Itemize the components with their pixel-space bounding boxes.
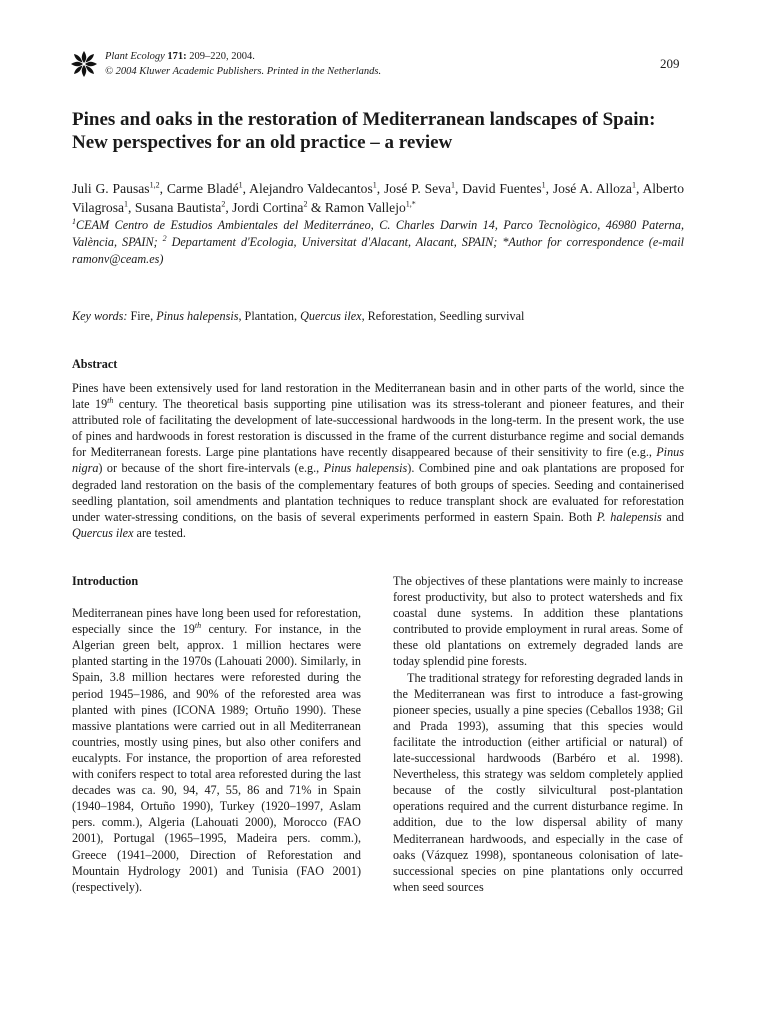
- affiliation-marker: 1: [631, 180, 636, 190]
- paragraph-superscript: th: [194, 621, 202, 631]
- abstract-species: Pinus halepensis: [323, 461, 408, 476]
- affiliation-marker: 2: [303, 199, 308, 209]
- journal-pages: 209–220, 2004.: [189, 51, 255, 62]
- abstract-run: are tested.: [133, 525, 186, 540]
- author-name: , Jordi Cortina: [225, 200, 304, 215]
- body-column-left: [72, 573, 361, 895]
- journal-volume: 171:: [167, 51, 187, 62]
- journal-citation: [105, 49, 381, 79]
- article-title: [72, 108, 712, 154]
- paragraph-run: century. For instance, in the Algerian green belt, approx. 1 million hectares were planted starting in the 1970s (Lahouati 2000). Similarly, in Spain, 3.8 million hectares were reforested during the period 1945–1986, and 90% of the reforested area was planted with pines (ICONA 1989; Ortuño 1990). These massive plantations were carried out in all Mediterranean countries, mostly using pines, but also other conifers and eucalypts. For instance, the proportion of area reforested with conifers respect to total area reforested during the last decades was ca. 90, 94, 47, 55, 86 and 71% in Spain (1940–1984, Ortuño 1990), Turkey (1920–1997, Aslam pers. comm.), Algeria (Lahouati 2000), Morocco (FAO 2001), Portugal (1965–1995, Madeira pers. comm.), Greece (1941–2000, Direction of Reforestation and Mountain Hydrology 2001) and Tunisia (FAO 2001) (respectively).: [72, 622, 361, 894]
- affiliation-marker: 2: [162, 233, 167, 243]
- affiliations: [72, 217, 684, 268]
- affiliation-marker: 1: [451, 180, 456, 190]
- author-name: , José P. Seva: [376, 181, 452, 196]
- affiliation-marker: 1,2: [149, 180, 160, 190]
- author-name: , Alberto Vilagrosa: [72, 181, 684, 215]
- keyword-text: , Plantation,: [238, 309, 301, 323]
- abstract-run: century. The theoretical basis supporting pine utilisation was its stress-tolerant and pioneer features, and their attributed role of facilitating the development of late-successional hardwoods in the long-term. In the present work, the use of pines and hardwoods in forest restoration is discussed in the frame of the current disturbance regime and social demands for Mediterranean forests. Large pine plantations have recently disappeared because of their sensitivity to fire (e.g.,: [72, 397, 684, 460]
- keyword-species: Quercus ilex: [300, 309, 362, 323]
- title-line-1: Pines and oaks in the restoration of Mediterranean landscapes of Spain:: [72, 109, 656, 130]
- keyword-species: Pinus halepensis: [156, 309, 239, 323]
- abstract-run: Pines have been extensively used for land restoration in the Mediterranean basin and in other parts of the world, since the late 19: [72, 381, 684, 412]
- author-name: Juli G. Pausas: [72, 181, 150, 196]
- keyword-text: , Reforestation, Seedling survival: [361, 309, 525, 323]
- abstract-species: P. halepensis: [596, 509, 662, 524]
- intro-paragraph-2: The objectives of these plantations were mainly to increase forest productivity, but also to protect watersheds and fix coastal dune systems. In addition these plantations contributed to provide employment in rural areas. Some of these old plantations on extremely degraded lands are today splendid pine forests.: [393, 574, 683, 669]
- page-number: 209: [660, 56, 680, 71]
- author-name: , Alejandro Valdecantos: [242, 181, 373, 196]
- author-name: & Ramon Vallejo: [307, 200, 406, 215]
- author-name: , Carme Bladé: [159, 181, 239, 196]
- keywords-label: Key words:: [72, 309, 128, 323]
- abstract-run: and: [661, 509, 684, 524]
- author-name: , Susana Bautista: [128, 200, 222, 215]
- introduction-heading: Introduction: [72, 574, 139, 588]
- affiliation-marker: 1: [372, 180, 377, 190]
- title-line-2: New perspectives for an old practice – a review: [72, 132, 453, 153]
- journal-name: Plant Ecology: [105, 51, 165, 62]
- paragraph-run: Mediterranean pines have long been used for reforestation, especially since the 19: [72, 606, 361, 637]
- intro-paragraph-3: The traditional strategy for reforesting degraded lands in the Mediterranean was first to introduce a fast-growing pioneer species, usually a pine species (Ceballos 1938; Gil and Prada 1993), assuming that this species would facilitate the introduction (either artificial or natural) of late-successional hardwoods (Barbéro et al. 1998). Nevertheless, this strategy was seldom completely applied because of the costly silvicultural post-plantation operations required and the current disturbance regime. In addition, due to the low dispersal ability of many Mediterranean hardwoods, and especially in the case of oaks (Vázquez 1998), spontaneous colonisation of late-successional species on pine plantations only occurred when seed sources: [393, 670, 683, 894]
- abstract-run: ) or because of the short fire-intervals (e.g.,: [98, 461, 324, 476]
- abstract-species: Pinus nigra: [72, 445, 684, 476]
- abstract-heading: Abstract: [72, 357, 118, 371]
- body-column-right: [393, 573, 683, 895]
- copyright-line: © 2004 Kluwer Academic Publishers. Printed in the Netherlands.: [105, 66, 382, 77]
- author-name: , David Fuentes: [455, 181, 542, 196]
- abstract-text: [72, 380, 684, 541]
- affiliation-marker: 1: [72, 216, 76, 226]
- affiliation-marker: 2: [221, 199, 226, 209]
- abstract-run: ). Combined pine and oak plantations are proposed for degraded land restoration on the basis of the complementary features of both groups of species. Seeding and containerised seedling plantation, soil amendments and plantation techniques to reduce transplant shock are evaluated for reforestation under water-stressing conditions, on the basis of several experiments performed in eastern Spain. Both: [72, 461, 684, 524]
- affiliation-text: CEAM Centro de Estudios Ambientales del Mediterráneo, C. Charles Darwin 14, Parco Tecnològico, 46980 Paterna, València, SPAIN;: [72, 218, 684, 249]
- author-name: , José A. Alloza: [545, 181, 632, 196]
- affiliation-marker: 1,*: [405, 199, 416, 209]
- affiliation-marker: 1: [238, 180, 243, 190]
- publisher-logo-icon: [70, 50, 98, 78]
- affiliation-marker: 1: [541, 180, 546, 190]
- keyword-text: Fire,: [127, 309, 157, 323]
- affiliation-marker: 1: [124, 199, 129, 209]
- intro-paragraph-1: [72, 605, 361, 895]
- keywords: [72, 309, 684, 324]
- affiliation-text: Departament d'Ecologia, Universitat d'Alacant, Alacant, SPAIN; *Author for correspondence (e-mail ramonv@ceam.es): [72, 235, 684, 266]
- author-list: [72, 179, 684, 217]
- abstract-superscript: th: [107, 396, 114, 406]
- abstract-species: Quercus ilex: [72, 525, 134, 540]
